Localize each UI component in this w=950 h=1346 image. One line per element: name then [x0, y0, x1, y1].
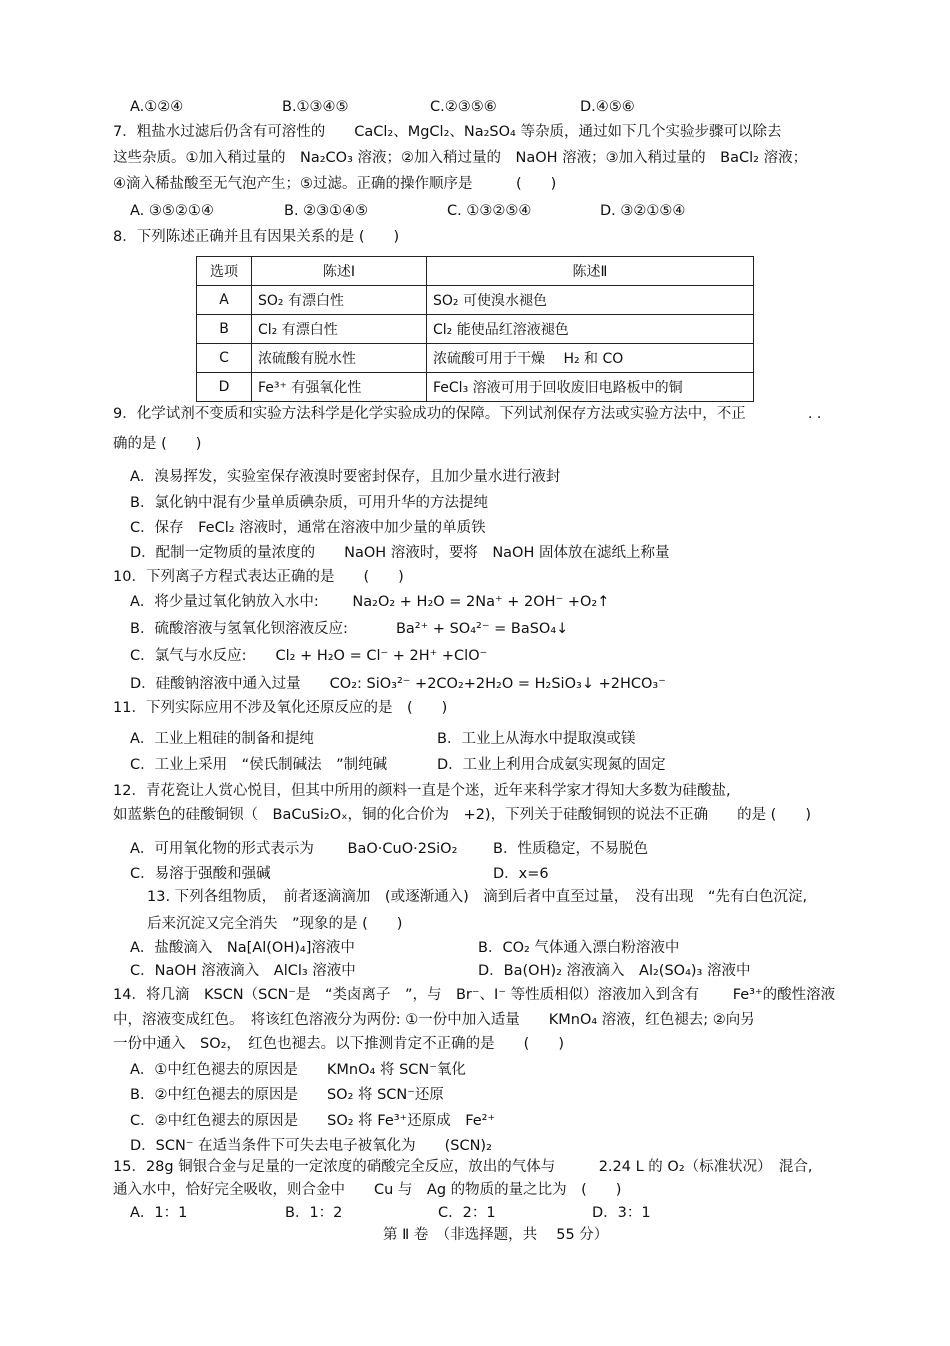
- table-cell: A: [197, 286, 252, 315]
- table-header-cell: 选项: [197, 257, 252, 286]
- q15-option-c: C．2：1: [438, 1205, 496, 1221]
- q14-option-d: D．SCN⁻ 在适当条件下可失去电子被氧化为 (SCN)₂: [130, 1138, 492, 1154]
- table-cell: Cl₂ 能使品红溶液褪色: [427, 315, 754, 344]
- q12-option-b: B．性质稳定，不易脱色: [493, 841, 648, 857]
- q13-line1: 13. 下列各组物质， 前者逐滴滴加 (或逐渐通入) 滴到后者中直至过量， 没有出现 “先有白色沉淀,: [147, 889, 808, 905]
- q6-option-b: B.①③④⑤: [282, 99, 349, 115]
- table-cell: FeCl₃ 溶液可用于回收废旧电路板中的铜: [427, 373, 754, 402]
- q12-line2: 如蓝紫色的硅酸铜钡（ BaCuSi₂Oₓ，铜的化合价为 +2)，下列关于硅酸铜钡的说法不正确 的是 ( ): [113, 807, 811, 823]
- q10-stem: 10．下列离子方程式表达正确的是 ( ): [113, 569, 404, 585]
- q13-option-c: C．NaOH 溶液滴入 AlCl₃ 溶液中: [130, 963, 356, 979]
- q7-option-c: C. ①③②⑤④: [447, 203, 532, 219]
- table-cell: B: [197, 315, 252, 344]
- table-cell: 浓硫酸可用于干燥 H₂ 和 CO: [427, 344, 754, 373]
- q12-option-d: D．x=6: [493, 866, 549, 882]
- q7-line3: ④滴入稀盐酸至无气泡产生；⑤过滤。正确的操作顺序是 ( ): [113, 176, 557, 192]
- q14-line1: 14．将几滴 KSCN（SCN⁻是 “类卤离子 ”，与 Br⁻、I⁻ 等性质相似）溶液加入到含有 Fe³⁺的酸性溶液: [113, 987, 836, 1003]
- q6-option-d: D.④⑤⑥: [580, 99, 635, 115]
- table-cell: D: [197, 373, 252, 402]
- q9-line2: 确的是 ( ): [113, 436, 202, 452]
- q10-option-c: C．氯气与水反应: Cl₂ + H₂O = Cl⁻ + 2H⁺ +ClO⁻: [130, 648, 488, 664]
- q9-option-c: C．保存 FeCl₂ 溶液时，通常在溶液中加少量的单质铁: [130, 520, 486, 536]
- q15-line1: 15．28g 铜银合金与足量的一定浓度的硝酸完全反应，放出的气体与 2.24 L 的 O₂（标准状况） 混合,: [113, 1159, 813, 1175]
- q9-option-b: B．氯化钠中混有少量单质碘杂质，可用升华的方法提纯: [130, 495, 488, 511]
- table-header-row: [197, 257, 754, 286]
- q11-option-c: C．工业上采用 “侯氏制碱法 ”制纯碱: [130, 757, 388, 773]
- q8-table: [196, 256, 754, 402]
- table-cell: 浓硫酸有脱水性: [252, 344, 427, 373]
- q15-option-a: A．1：1: [130, 1205, 188, 1221]
- emphasis-dots: · ·: [808, 410, 822, 426]
- q12-option-c: C．易溶于强酸和强碱: [130, 866, 271, 882]
- q10-option-a: A．将少量过氧化钠放入水中: Na₂O₂ + H₂O = 2Na⁺ + 2OH⁻ +O₂↑: [130, 594, 610, 610]
- q13-option-a: A．盐酸滴入 Na[Al(OH)₄]溶液中: [130, 940, 355, 956]
- q9-option-a: A．溴易挥发，实验室保存液溴时要密封保存，且加少量水进行液封: [130, 469, 561, 485]
- q9-option-d: D．配制一定物质的量浓度的 NaOH 溶液时，要将 NaOH 固体放在滤纸上称量: [130, 545, 670, 561]
- q14-line2: 中，溶液变成红色。 将该红色溶液分为两份: ①一份中加入适量 KMnO₄ 溶液，红色褪去; ②向另: [113, 1012, 755, 1028]
- table-header-cell: 陈述Ⅰ: [252, 257, 427, 286]
- q12-line1: 12．青花瓷让人赏心悦目，但其中所用的颜料一直是个迷，近年来科学家才得知大多数为硅酸盐,: [113, 783, 731, 799]
- section-title: 第 Ⅱ 卷 （非选择题，共 55 分）: [383, 1227, 609, 1243]
- q7-option-a: A. ③⑤②①④: [130, 203, 214, 219]
- q9-line1: 9．化学试剂不变质和实验方法科学是化学实验成功的保障。下列试剂保存方法或实验方法中，不正: [113, 406, 746, 422]
- table-row: [197, 344, 754, 373]
- q6-option-a: A.①②④: [130, 99, 184, 115]
- q8-stem: 8．下列陈述正确并且有因果关系的是 ( ): [113, 229, 400, 245]
- table-cell: C: [197, 344, 252, 373]
- q13-option-d: D．Ba(OH)₂ 溶液滴入 Al₂(SO₄)₃ 溶液中: [478, 963, 751, 979]
- q14-option-b: B．②中红色褪去的原因是 SO₂ 将 SCN⁻还原: [130, 1087, 444, 1103]
- q10-option-b: B．硫酸溶液与氢氧化钡溶液反应: Ba²⁺ + SO₄²⁻ = BaSO₄↓: [130, 621, 569, 637]
- q7-option-b: B. ②③①④⑤: [284, 203, 369, 219]
- table-cell: Cl₂ 有漂白性: [252, 315, 427, 344]
- q6-option-c: C.②③⑤⑥: [430, 99, 497, 115]
- q14-line3: 一份中通入 SO₂， 红色也褪去。以下推测肯定不正确的是 ( ): [113, 1036, 564, 1052]
- q11-option-d: D．工业上利用合成氨实现氮的固定: [437, 757, 666, 773]
- q14-option-a: A．①中红色褪去的原因是 KMnO₄ 将 SCN⁻氧化: [130, 1062, 466, 1078]
- q11-option-a: A．工业上粗硅的制备和提纯: [130, 731, 314, 747]
- q7-line1: 7．粗盐水过滤后仍含有可溶性的 CaCl₂、MgCl₂、Na₂SO₄ 等杂质，通过如下几个实验步骤可以除去: [113, 124, 782, 140]
- q12-option-a: A．可用氧化物的形式表示为 BaO·CuO·2SiO₂: [130, 841, 458, 857]
- q11-option-b: B．工业上从海水中提取溴或镁: [437, 731, 636, 747]
- table-row: [197, 286, 754, 315]
- table-cell: SO₂ 有漂白性: [252, 286, 427, 315]
- q7-option-d: D. ③②①⑤④: [600, 203, 686, 219]
- table-cell: Fe³⁺ 有强氧化性: [252, 373, 427, 402]
- q13-option-b: B．CO₂ 气体通入漂白粉溶液中: [478, 940, 680, 956]
- q15-option-d: D．3：1: [592, 1205, 651, 1221]
- table-cell: SO₂ 可使溴水褪色: [427, 286, 754, 315]
- q7-line2: 这些杂质。①加入稍过量的 Na₂CO₃ 溶液；②加入稍过量的 NaOH 溶液；③加入稍过量的 BaCl₂ 溶液；: [113, 150, 808, 166]
- q11-stem: 11．下列实际应用不涉及氧化还原反应的是 ( ): [113, 700, 448, 716]
- table-row: [197, 315, 754, 344]
- q14-option-c: C．②中红色褪去的原因是 SO₂ 将 Fe³⁺还原成 Fe²⁺: [130, 1113, 496, 1129]
- q13-line2: 后来沉淀又完全消失 ”现象的是 ( ): [147, 916, 403, 932]
- q15-option-b: B．1：2: [285, 1205, 343, 1221]
- table-row: [197, 373, 754, 402]
- q10-option-d: D．硅酸钠溶液中通入过量 CO₂: SiO₃²⁻ +2CO₂+2H₂O = H₂SiO₃↓ +2HCO₃⁻: [130, 676, 666, 692]
- table-header-cell: 陈述Ⅱ: [427, 257, 754, 286]
- q15-line2: 通入水中，恰好完全吸收，则合金中 Cu 与 Ag 的物质的量之比为 ( ): [113, 1182, 622, 1198]
